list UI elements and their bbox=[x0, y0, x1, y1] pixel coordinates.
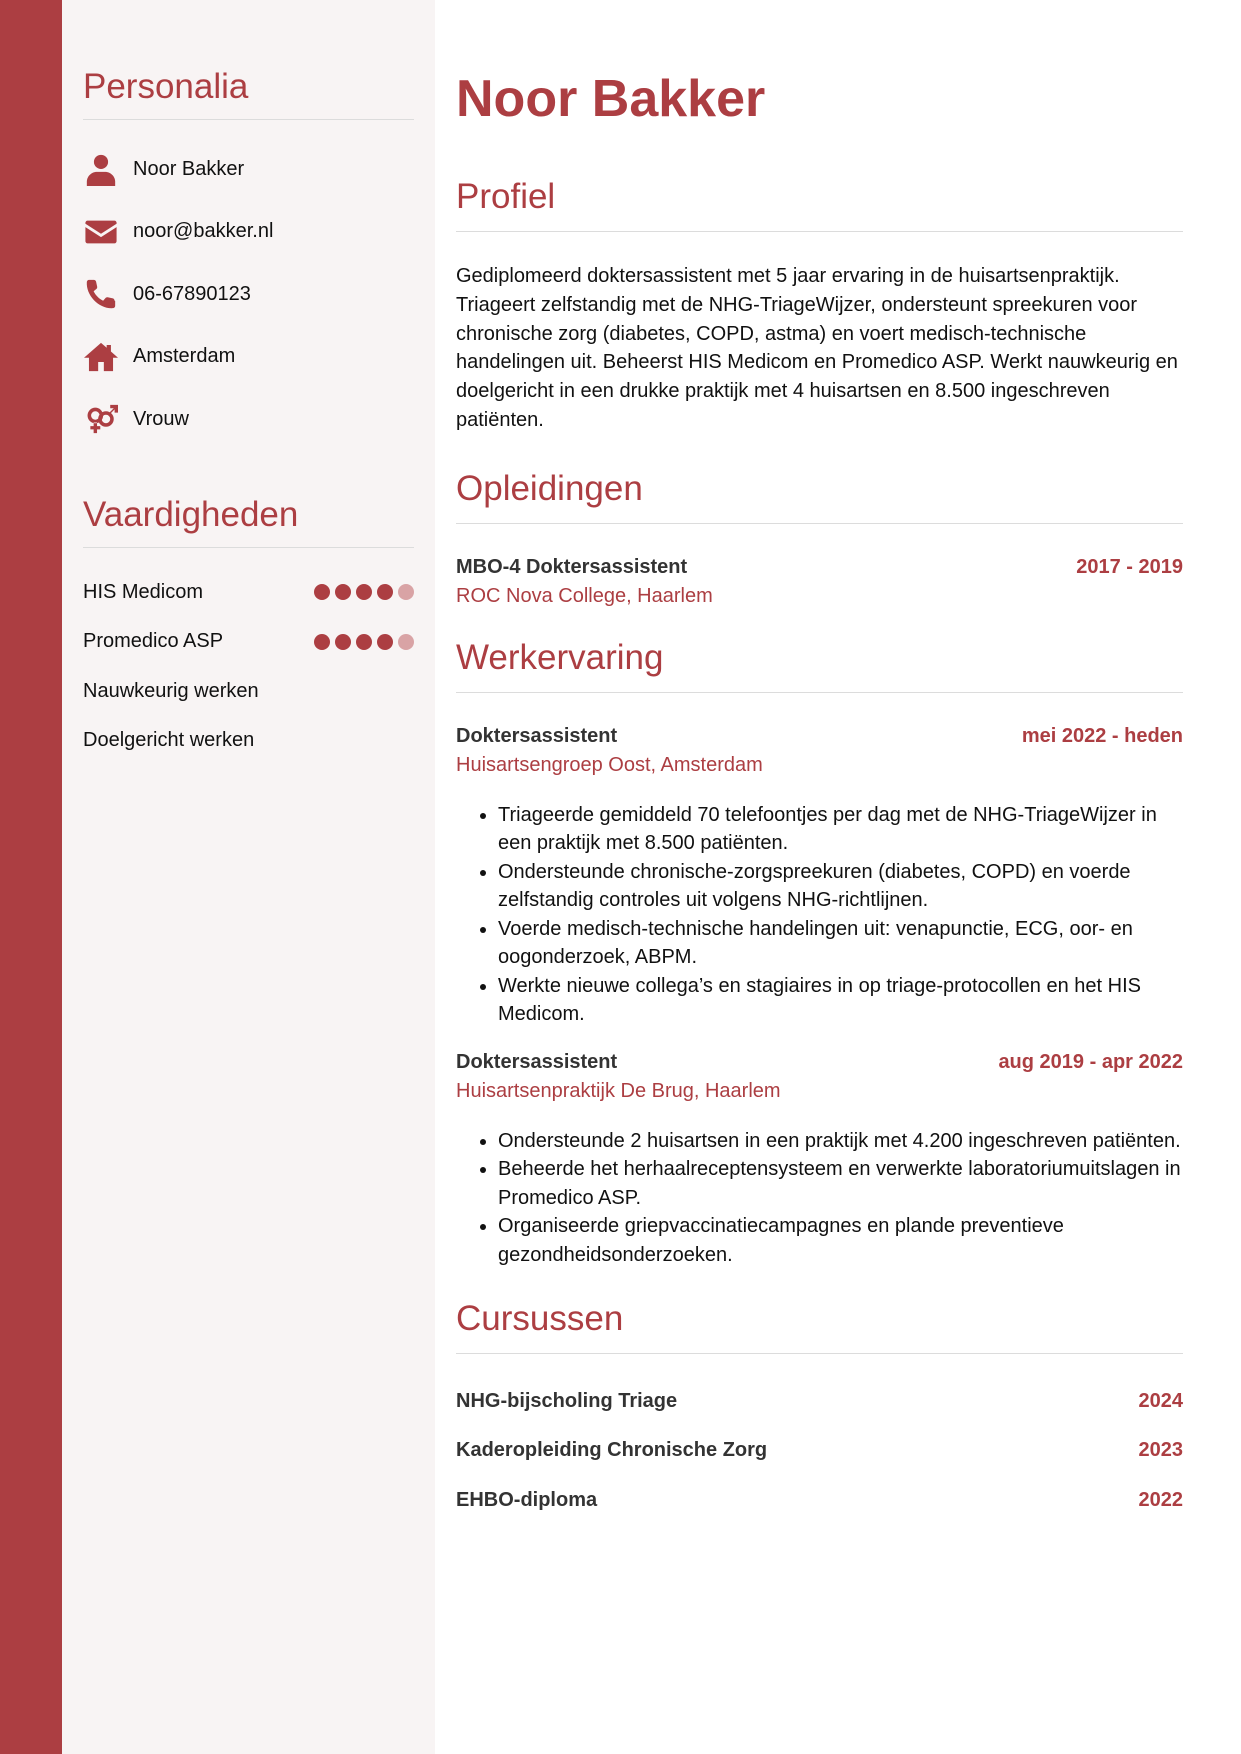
work-bullet: • Ondersteunde chronische-zorgspreekuren (diabetes, COPD) en voerde zelfstandig controles uit volgens NHG-richtlijnen. bbox=[498, 858, 1183, 915]
work-org: Huisartsenpraktijk De Brug, Haarlem bbox=[456, 1079, 781, 1102]
profile-text: Gediplomeerd doktersassistent met 5 jaar ervaring in de huisartsenpraktijk. Triageert zelfstandig met de NHG-TriageWijzer, ondersteunt spreekuren voor chronische zorg (diabetes, COPD, astma) en voert medisch-technische handelingen uit. Beheerst HIS Medicom en Promedico ASP. Werkt nauwkeurig en doelgericht in een drukke praktijk met 4 huisartsen en 8.500 ingeschreven patiënten. bbox=[456, 265, 1178, 431]
work-bullet: • Triageerde gemiddeld 70 telefoontjes per dag met de NHG-TriageWijzer in een praktijk met 8.500 patiënten. bbox=[498, 801, 1183, 858]
work-title: Doktersassistent bbox=[456, 724, 618, 747]
phone-icon bbox=[83, 276, 119, 312]
personal-city: Amsterdam bbox=[133, 345, 236, 368]
sidebar bbox=[62, 0, 435, 1754]
personal-phone-row bbox=[83, 263, 414, 326]
education-org: ROC Nova College, Haarlem bbox=[456, 584, 713, 607]
skill-item bbox=[83, 617, 414, 667]
courses-list bbox=[456, 1376, 1183, 1525]
work-date: mei 2022 - heden bbox=[1021, 724, 1183, 747]
rating-dot-filled bbox=[314, 584, 330, 600]
skill-item bbox=[83, 716, 414, 766]
skill-label: Doelgericht werken bbox=[83, 729, 255, 752]
person-icon bbox=[83, 151, 119, 187]
rating-dot-filled bbox=[356, 584, 372, 600]
course-item bbox=[456, 1426, 1183, 1476]
candidate-name: Noor Bakker bbox=[456, 70, 766, 128]
work-bullets bbox=[456, 801, 1183, 1029]
main-content bbox=[435, 0, 1241, 1754]
skill-item bbox=[83, 667, 414, 717]
course-year: 2023 bbox=[1138, 1439, 1183, 1462]
work-bullet: • Beheerde het herhaalreceptensysteem en verwerkte laboratoriumuitslagen in Promedico ASP. bbox=[498, 1155, 1183, 1212]
accent-stripe bbox=[0, 0, 62, 1754]
home-icon bbox=[83, 339, 119, 375]
profile-heading: Profiel bbox=[456, 177, 1183, 232]
work-bullet: • Werkte nieuwe collega’s en stagiaires in op triage-protocollen en het HIS Medicom. bbox=[498, 972, 1183, 1029]
work-bullet: • Voerde medisch-technische handelingen uit: venapunctie, ECG, oor- en oogonderzoek, ABPM. bbox=[498, 915, 1183, 972]
work-heading: Werkervaring bbox=[456, 638, 1183, 693]
education-title: MBO-4 Doktersassistent bbox=[456, 555, 688, 578]
personal-city-row bbox=[83, 326, 414, 389]
work-bullet: • Organiseerde griepvaccinatiecampagnes en plande preventieve gezondheidsonderzoeken. bbox=[498, 1212, 1183, 1269]
personal-info-list bbox=[83, 138, 414, 451]
personal-heading: Personalia bbox=[83, 67, 414, 120]
work-title: Doktersassistent bbox=[456, 1050, 618, 1073]
skills-heading: Vaardigheden bbox=[83, 495, 414, 548]
skill-label: Promedico ASP bbox=[83, 630, 224, 653]
rating-dot-filled bbox=[335, 584, 351, 600]
course-year: 2022 bbox=[1138, 1488, 1183, 1511]
personal-phone[interactable]: 06-67890123 bbox=[133, 282, 251, 305]
courses-heading: Cursussen bbox=[456, 1299, 1183, 1354]
skill-rating bbox=[314, 634, 414, 650]
personal-gender-row bbox=[83, 388, 414, 451]
education-heading: Opleidingen bbox=[456, 469, 1183, 524]
personal-name-row bbox=[83, 138, 414, 201]
personal-name: Noor Bakker bbox=[133, 157, 245, 180]
skill-label: HIS Medicom bbox=[83, 580, 204, 603]
rating-dot-filled bbox=[314, 634, 330, 650]
skill-label: Nauwkeurig werken bbox=[83, 679, 259, 702]
skills-list bbox=[83, 568, 414, 766]
course-name: Kaderopleiding Chronische Zorg bbox=[456, 1439, 768, 1462]
personal-gender: Vrouw bbox=[133, 407, 189, 430]
education-entry bbox=[456, 556, 1183, 608]
rating-dot-filled bbox=[377, 634, 393, 650]
personal-email[interactable]: noor@bakker.nl bbox=[133, 220, 274, 243]
work-org: Huisartsengroep Oost, Amsterdam bbox=[456, 753, 763, 776]
course-item bbox=[456, 1475, 1183, 1525]
course-item bbox=[456, 1376, 1183, 1426]
work-bullet: • Ondersteunde 2 huisartsen in een praktijk met 4.200 ingeschreven patiënten. bbox=[498, 1127, 1183, 1156]
envelope-icon bbox=[83, 214, 119, 250]
rating-dot-filled bbox=[335, 634, 351, 650]
course-name: NHG-bijscholing Triage bbox=[456, 1389, 678, 1412]
rating-dot-filled bbox=[356, 634, 372, 650]
rating-dot-filled bbox=[377, 584, 393, 600]
work-entry bbox=[456, 1051, 1183, 1270]
rating-dot-empty bbox=[398, 584, 414, 600]
gender-icon bbox=[83, 401, 119, 437]
personal-email-row bbox=[83, 201, 414, 264]
work-entry bbox=[456, 725, 1183, 1029]
skill-item bbox=[83, 568, 414, 618]
education-date: 2017 - 2019 bbox=[1076, 555, 1183, 578]
work-date: aug 2019 - apr 2022 bbox=[998, 1050, 1183, 1073]
course-year: 2024 bbox=[1138, 1389, 1183, 1412]
work-bullets bbox=[456, 1127, 1183, 1270]
course-name: EHBO-diploma bbox=[456, 1488, 598, 1511]
skill-rating bbox=[314, 584, 414, 600]
rating-dot-empty bbox=[398, 634, 414, 650]
